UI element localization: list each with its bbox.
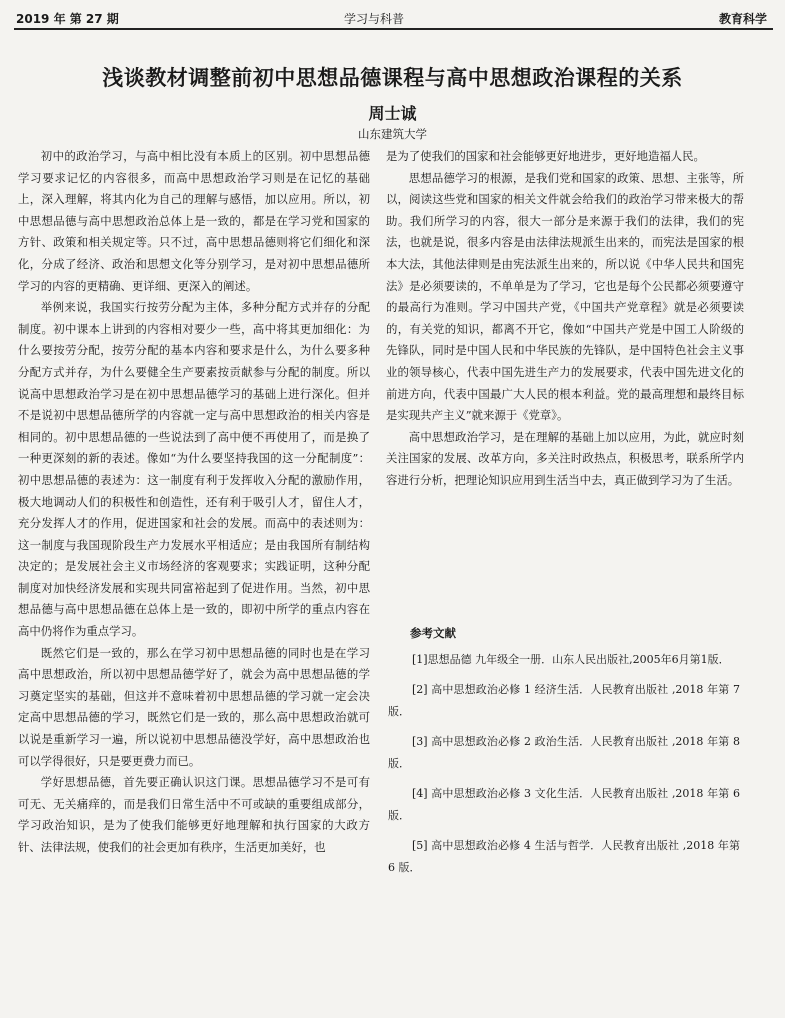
section-label: 教育科学 bbox=[718, 12, 767, 26]
issue-label: 2019 年 第 27 期 bbox=[16, 12, 119, 26]
paragraph: 思想品德学习的根源，是我们党和国家的政策、思想、主张等，所以，阅读这些党和国家的相关文件就会给我们的政治学习带来极大的帮助。我们所学习的内容，很大一部分是来源于我们的法律，我们的宪法，也就是说，很多内容是由法律法规派生出来的，而宪法是国家的根本大法，其他法律则是由宪法派生出来的，所以说《中华人民共和国宪法》是必须要读的，不单单是为了学习，它也是每个公民都必须要遵守的最高行为准则。学习中国共产党，《中国共产党章程》就是必须要读的，有关党的知识，都离不开它，像如“中国共产党是中国工人阶级的先锋队，同时是中国人民和中华民族的先锋队，是中国特色社会主义事业的领导核心，代表中国先进生产力的发展要求，代表中国先进文化的前进方向，代表中国最广大人民的根本利益。党的最高理想和最终目标是实现共产主义”就来源于《党章》。 bbox=[386, 170, 744, 423]
paragraph: 初中的政治学习，与高中相比没有本质上的区别。初中思想品德学习要求记忆的内容很多，而高中思想政治学习则是在记忆的基础上，深入理解，将其内化为自己的理解与感悟，加以应用。所以，初中思想品德与高中思想政治总体上是一致的，都是在学习党和国家的方针、政策和相关规定等。只不过，高中思想品德则将它们细化和深化，分成了经济、政治和思想文化等分别学习，是对初中思想品德所学习的内容的更精确、更详细、更深入的阐述。 bbox=[18, 149, 370, 293]
reference-item: [2] 高中思想政治必修 1 经济生活．人民教育出版社 ,2018 年第 7 版． bbox=[388, 683, 740, 718]
paragraph: 高中思想政治学习，是在理解的基础上加以应用，为此，就应时刻关注国家的发展、改革方向，多关注时政热点，积极思考，联系所学内容进行分析，把理论知识应用到生活当中去，真正做到学习为了生活。 bbox=[386, 429, 744, 487]
reference-item: [3] 高中思想政治必修 2 政治生活．人民教育出版社 ,2018 年第 8 版． bbox=[388, 735, 740, 770]
left-column bbox=[18, 146, 370, 859]
references-title: 参考文献 bbox=[410, 626, 456, 640]
references-section bbox=[388, 625, 740, 887]
paragraph: 既然它们是一致的，那么在学习初中思想品德的同时也是在学习高中思想政治，所以初中思想品德学好了，就会为高中思想品德的学习奠定坚实的基础，但这并不意味着初中思想品德的学习就一定会决定高中思想品德的学习，既然它们是一致的，那么高中思想政治就可以说是重新学习一遍，所以说初中思想品德没学好，高中思想政治也可以学得很好，只是要更费力而已。 bbox=[18, 645, 370, 768]
paragraph: 学好思想品德，首先要正确认识这门课。思想品德学习不是可有可无、无关痛痒的，而是我们日常生活中不可或缺的重要组成部分，学习政治知识，是为了使我们能够更好地理解和执行国家的大政方针、法律法规，使我们的社会更加有秩序，生活更加美好，也 bbox=[18, 775, 370, 854]
journal-name: 学习与科普 bbox=[344, 12, 405, 26]
reference-item: [1]思想品德 九年级全一册．山东人民出版社,2005年6月第1版． bbox=[412, 653, 730, 666]
reference-item: [4] 高中思想政治必修 3 文化生活．人民教育出版社 ,2018 年第 6 版． bbox=[388, 787, 740, 822]
right-column bbox=[386, 146, 744, 492]
paragraph: 是为了使我们的国家和社会能够更好地进步，更好地造福人民。 bbox=[386, 149, 705, 163]
reference-item: [5] 高中思想政治必修 4 生活与哲学．人民教育出版社 ,2018 年第 6 版． bbox=[388, 839, 740, 874]
paragraph: 举例来说，我国实行按劳分配为主体，多种分配方式并存的分配制度。初中课本上讲到的内容相对要少一些，高中将其更加细化：为什么要按劳分配，按劳分配的基本内容和要求是什么，为什么要多种分配方式并存，为什么要健全生产要素按贡献参与分配的制度。所以说高中思想政治学习是在初中思想品德学习的基础上进行深化。但并不是说初中思想品德所学的内容就一定与高中思想政治的相关内容是相同的。初中思想品德的一些说法到了高中便不再使用了，而是换了一种更深刻的新的表述。像如“为什么要坚持我国的这一分配制度”：初中思想品德的表述为：这一制度有利于发挥收入分配的激励作用，极大地调动人们的积极性和创造性，还有利于吸引人才，留住人才，充分发挥人才的作用，促进国家和社会的发展。而高中的表述则为：这一制度与我国现阶段生产力发展水平相适应；是由我国所有制结构决定的；是发展社会主义市场经济的客观要求；实践证明，这种分配制度对加快经济发展和实现共同富裕起到了促进作用。当然，初中思想品德与高中思想品德在总体上是一致的，即初中所学的重点内容在高中仍将作为重点学习。 bbox=[18, 300, 370, 639]
article-author: 周士诚 bbox=[368, 104, 417, 123]
article-title: 浅谈教材调整前初中思想品德课程与高中思想政治课程的关系 bbox=[102, 66, 683, 90]
page-header bbox=[14, 6, 773, 30]
author-affiliation: 山东建筑大学 bbox=[358, 127, 427, 141]
